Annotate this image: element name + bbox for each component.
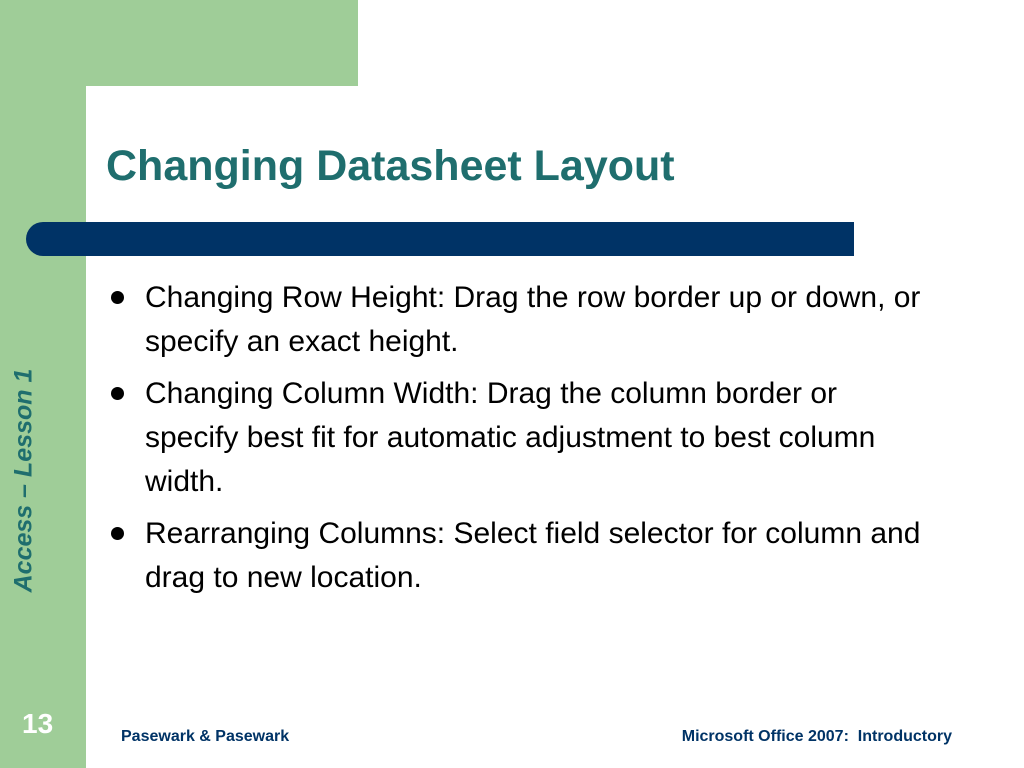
page-number: 13 xyxy=(22,708,54,739)
side-label: Access – Lesson 1 xyxy=(9,368,38,592)
footer-course-title: Microsoft Office 2007: Introductory xyxy=(681,728,952,745)
bullet-item xyxy=(106,372,926,504)
bullet-text: Changing Row Height: Drag the row border up or down, or specify an exact height. xyxy=(145,281,921,358)
bullet-dot-icon xyxy=(111,387,124,400)
bullet-text: Changing Column Width: Drag the column border or specify best fit for automatic adjustment to best column width. xyxy=(145,377,876,498)
bullet-dot-icon xyxy=(111,527,124,540)
bullet-dot-icon xyxy=(111,291,124,304)
slide-title: Changing Datasheet Layout xyxy=(106,142,675,190)
top-accent-band xyxy=(0,0,358,86)
bullet-list xyxy=(106,276,926,608)
side-label-container xyxy=(4,300,44,660)
title-divider-bar xyxy=(26,222,854,256)
bullet-item xyxy=(106,512,926,600)
bullet-text: Rearranging Columns: Select field selector for column and drag to new location. xyxy=(145,517,921,594)
footer-authors: Pasewark & Pasewark xyxy=(121,728,290,745)
bullet-item xyxy=(106,276,926,364)
